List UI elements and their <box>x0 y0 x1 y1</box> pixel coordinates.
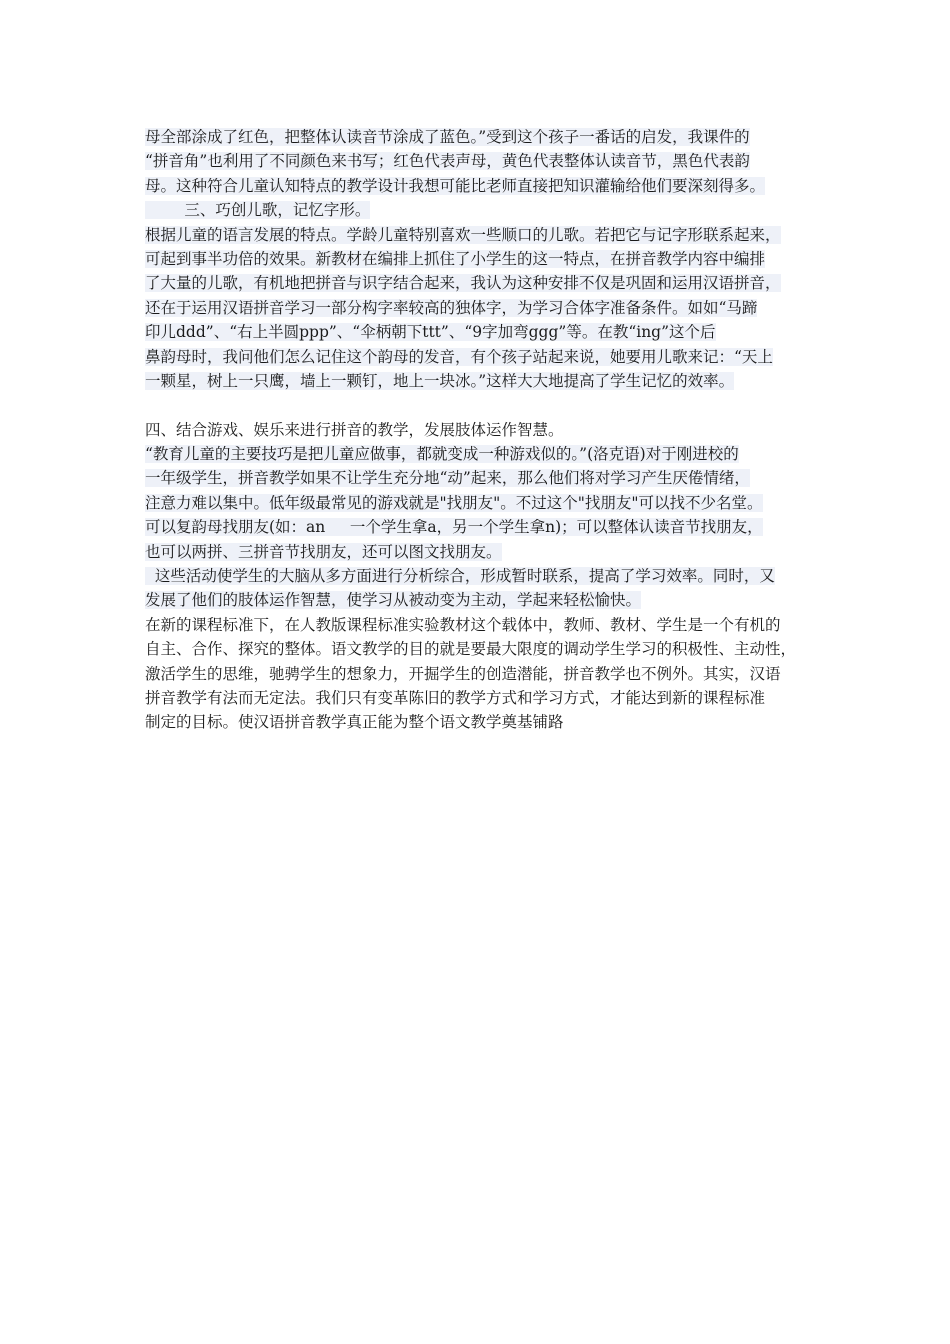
text-line <box>145 662 825 686</box>
text-line <box>145 125 825 149</box>
text-line <box>145 247 825 271</box>
text-line-content: “拼音角”也利用了不同颜色来书写；红色代表声母，黄色代表整体认读音节，黑色代表韵 <box>145 152 750 171</box>
text-line-content: 母。这种符合儿童认知特点的教学设计我想可能比老师直接把知识灌输给他们要深刻得多。 <box>145 176 766 195</box>
text-line-content: 拼音教学有法而无定法。我们只有变革陈旧的教学方式和学习方式，才能达到新的课程标准 <box>145 688 766 707</box>
text-line-content: 这些活动使学生的大脑从多方面进行分析综合，形成暂时联系，提高了学习效率。同时，又 <box>145 567 775 586</box>
text-line <box>145 296 825 320</box>
text-line-content: 一年级学生，拼音教学如果不让学生充分地“动”起来，那么他们将对学习产生厌倦情绪， <box>145 469 750 488</box>
text-line <box>145 637 825 661</box>
text-line-content: 鼻韵母时，我问他们怎么记住这个韵母的发音，有个孩子站起来说，她要用儿歌来记：“天上 <box>145 347 773 366</box>
text-line <box>145 564 825 588</box>
text-line <box>145 466 825 490</box>
text-line-content: 了大量的儿歌，有机地把拼音与识字结合起来，我认为这种安排不仅是巩固和运用汉语拼音， <box>145 274 781 293</box>
blank-line <box>145 393 825 417</box>
text-line <box>145 320 825 344</box>
text-line-content: 母全部涂成了红色，把整体认读音节涂成了蓝色。”受到这个孩子一番话的启发，我课件的 <box>145 128 750 146</box>
text-line <box>145 149 825 173</box>
text-line-content: “教育儿童的主要技巧是把儿童应做事，都就变成一种游戏似的。”(洛克语)对于刚进校的 <box>145 445 739 464</box>
section-heading-text: 四、结合游戏、娱乐来进行拼音的教学，发展肢体运作智慧。 <box>145 420 564 439</box>
section-heading <box>145 418 825 442</box>
text-line <box>145 686 825 710</box>
text-line <box>145 174 825 198</box>
section-heading-text: 三、巧创儿歌，记忆字形。 <box>145 201 371 220</box>
text-line-content: 自主、合作、探究的整体。语文教学的目的就是要最大限度的调动学生学习的积极性、主动性， <box>145 640 797 659</box>
text-line-content: 可起到事半功倍的效果。新教材在编排上抓住了小学生的这一特点，在拼音教学内容中编排 <box>145 249 766 268</box>
section-heading <box>145 198 825 222</box>
text-line-content: 一颗星，树上一只鹰，墙上一颗钉，地上一块冰。”这样大大地提高了学生记忆的效率。 <box>145 371 735 390</box>
text-line-content: 印儿ddd”、“右上半圆ppp”、“伞柄朝下ttt”、“9字加弯ggg”等。在教“ing”这个后 <box>145 323 716 342</box>
text-line <box>145 223 825 247</box>
text-line <box>145 345 825 369</box>
text-line-content: 在新的课程标准下，在人教版课程标准实验教材这个载体中，教师、教材、学生是一个有机的 <box>145 615 781 634</box>
text-line <box>145 515 825 539</box>
text-line <box>145 369 825 393</box>
body-text <box>145 125 825 735</box>
text-line <box>145 271 825 295</box>
text-line-content: 根据儿童的语言发展的特点。学龄儿童特别喜欢一些顺口的儿歌。若把它与记字形联系起来， <box>145 225 781 244</box>
text-line <box>145 613 825 637</box>
text-line-content: 可以复韵母找朋友(如：an 一个学生拿a，另一个学生拿n)；可以整体认读音节找朋友， <box>145 518 763 537</box>
text-line-content: 发展了他们的肢体运作智慧，使学习从被动变为主动，学起来轻松愉快。 <box>145 591 642 610</box>
text-line-content: 还在于运用汉语拼音学习一部分构字率较高的独体字，为学习合体字准备条件。如如“马蹄 <box>145 298 758 317</box>
text-line <box>145 540 825 564</box>
text-line-content: 激活学生的思维，驰骋学生的想象力，开掘学生的创造潜能，拼音教学也不例外。其实，汉语 <box>145 664 781 683</box>
text-line <box>145 442 825 466</box>
text-line-content: 注意力难以集中。低年级最常见的游戏就是"找朋友"。不过这个"找朋友"可以找不少名堂。 <box>145 493 763 512</box>
text-line-content: 制定的目标。使汉语拼音教学真正能为整个语文教学奠基铺路 <box>145 713 564 732</box>
text-line-content: 也可以两拼、三拼音节找朋友，还可以图文找朋友。 <box>145 542 502 561</box>
text-line <box>145 710 825 734</box>
text-line <box>145 491 825 515</box>
text-line <box>145 588 825 612</box>
